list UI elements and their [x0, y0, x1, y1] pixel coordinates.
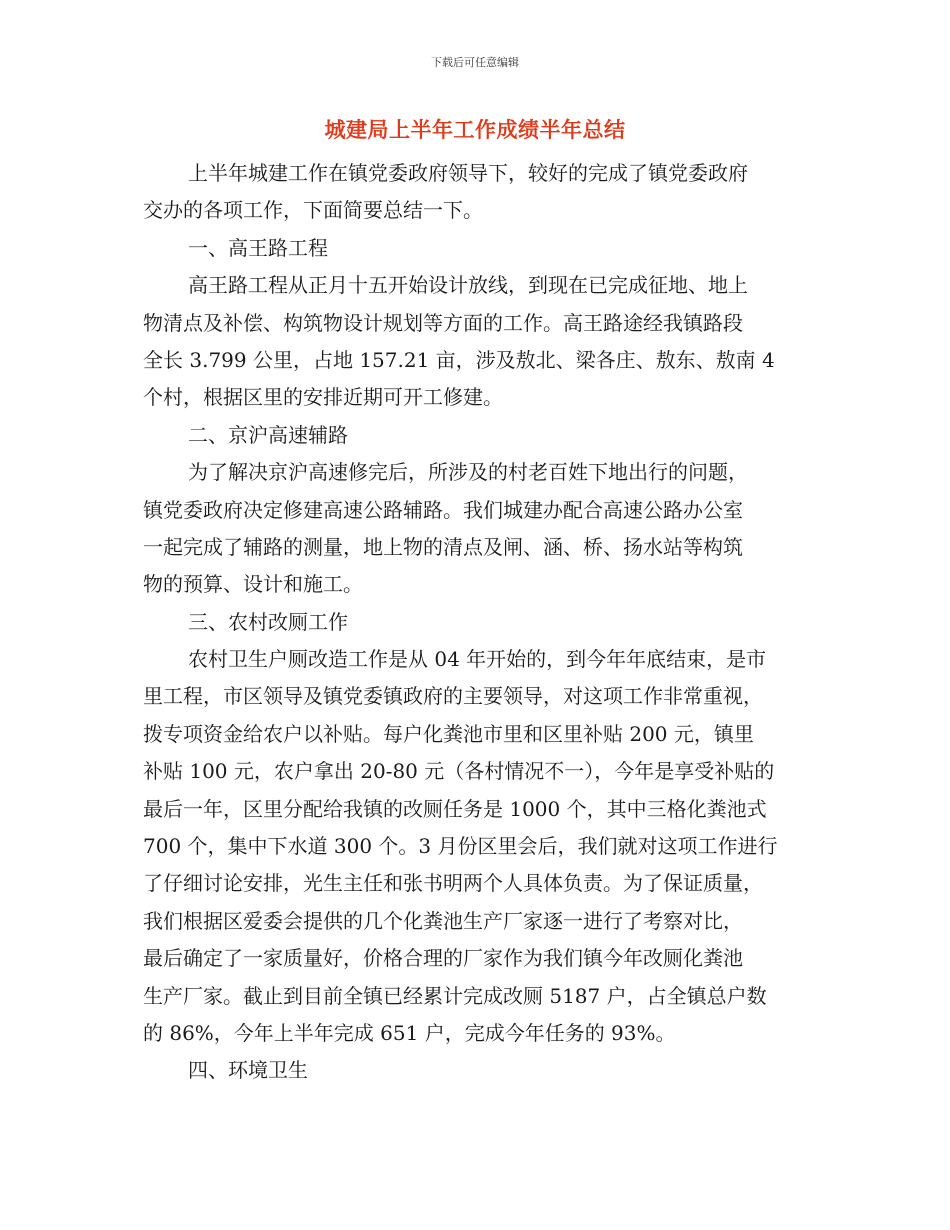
text-line: 个村，根据区里的安排近期可开工修建。: [143, 385, 503, 410]
text-line: 全长 3.799 公里，占地 157.21 亩，涉及敖北、梁各庄、敖东、敖南 4: [143, 347, 775, 372]
text-line: 镇党委政府决定修建高速公路辅路。我们城建办配合高速公路办公室: [143, 497, 743, 522]
document-body: [143, 155, 810, 1090]
text-line: 为了解决京沪高速修完后，所涉及的村老百姓下地出行的问题，: [188, 460, 748, 485]
text-line: 生产厂家。截止到目前全镇已经累计完成改厕 5187 户，占全镇总户数: [143, 983, 767, 1008]
text-line: 四、环境卫生: [188, 1058, 308, 1083]
text-line: 农村卫生户厕改造工作是从 04 年开始的，到今年年底结束，是市: [188, 647, 767, 672]
text-line: 里工程，市区领导及镇党委镇政府的主要领导，对这项工作非常重视，: [143, 684, 763, 709]
header-note: 下载后可任意编辑: [431, 56, 519, 69]
text-line: 三、农村改厕工作: [188, 609, 348, 634]
text-line: 我们根据区爱委会提供的几个化粪池生产厂家逐一进行了考察对比，: [143, 908, 743, 933]
text-line: 物清点及补偿、构筑物设计规划等方面的工作。高王路途经我镇路段: [143, 310, 743, 335]
text-line: 补贴 100 元，农户拿出 20-80 元（各村情况不一），今年是享受补贴的: [143, 759, 775, 784]
text-line: 最后一年，区里分配给我镇的改厕任务是 1000 个，其中三格化粪池式: [143, 796, 767, 821]
text-line: 拨专项资金给农户以补贴。每户化粪池市里和区里补贴 200 元，镇里: [143, 721, 754, 746]
text-line: 高王路工程从正月十五开始设计放线，到现在已完成征地、地上: [188, 273, 748, 298]
text-line: 交办的各项工作，下面简要总结一下。: [143, 198, 483, 223]
text-line: 的 86%，今年上半年完成 651 户，完成今年任务的 93%。: [143, 1020, 676, 1045]
text-line: 700 个，集中下水道 300 个。3 月份区里会后，我们就对这项工作进行: [143, 834, 778, 859]
text-line: 一、高王路工程: [188, 235, 328, 260]
text-line: 一起完成了辅路的测量，地上物的清点及闸、涵、桥、扬水站等构筑: [143, 534, 743, 559]
text-line: 二、京沪高速辅路: [188, 422, 348, 447]
text-line: 了仔细讨论安排，光生主任和张书明两个人具体负责。为了保证质量，: [143, 871, 763, 896]
document-title: 城建局上半年工作成绩半年总结: [324, 117, 626, 142]
text-line: 最后确定了一家质量好，价格合理的厂家作为我们镇今年改厕化粪池: [143, 946, 743, 971]
text-line: 物的预算、设计和施工。: [143, 572, 363, 597]
text-line: 上半年城建工作在镇党委政府领导下，较好的完成了镇党委政府: [188, 161, 748, 185]
